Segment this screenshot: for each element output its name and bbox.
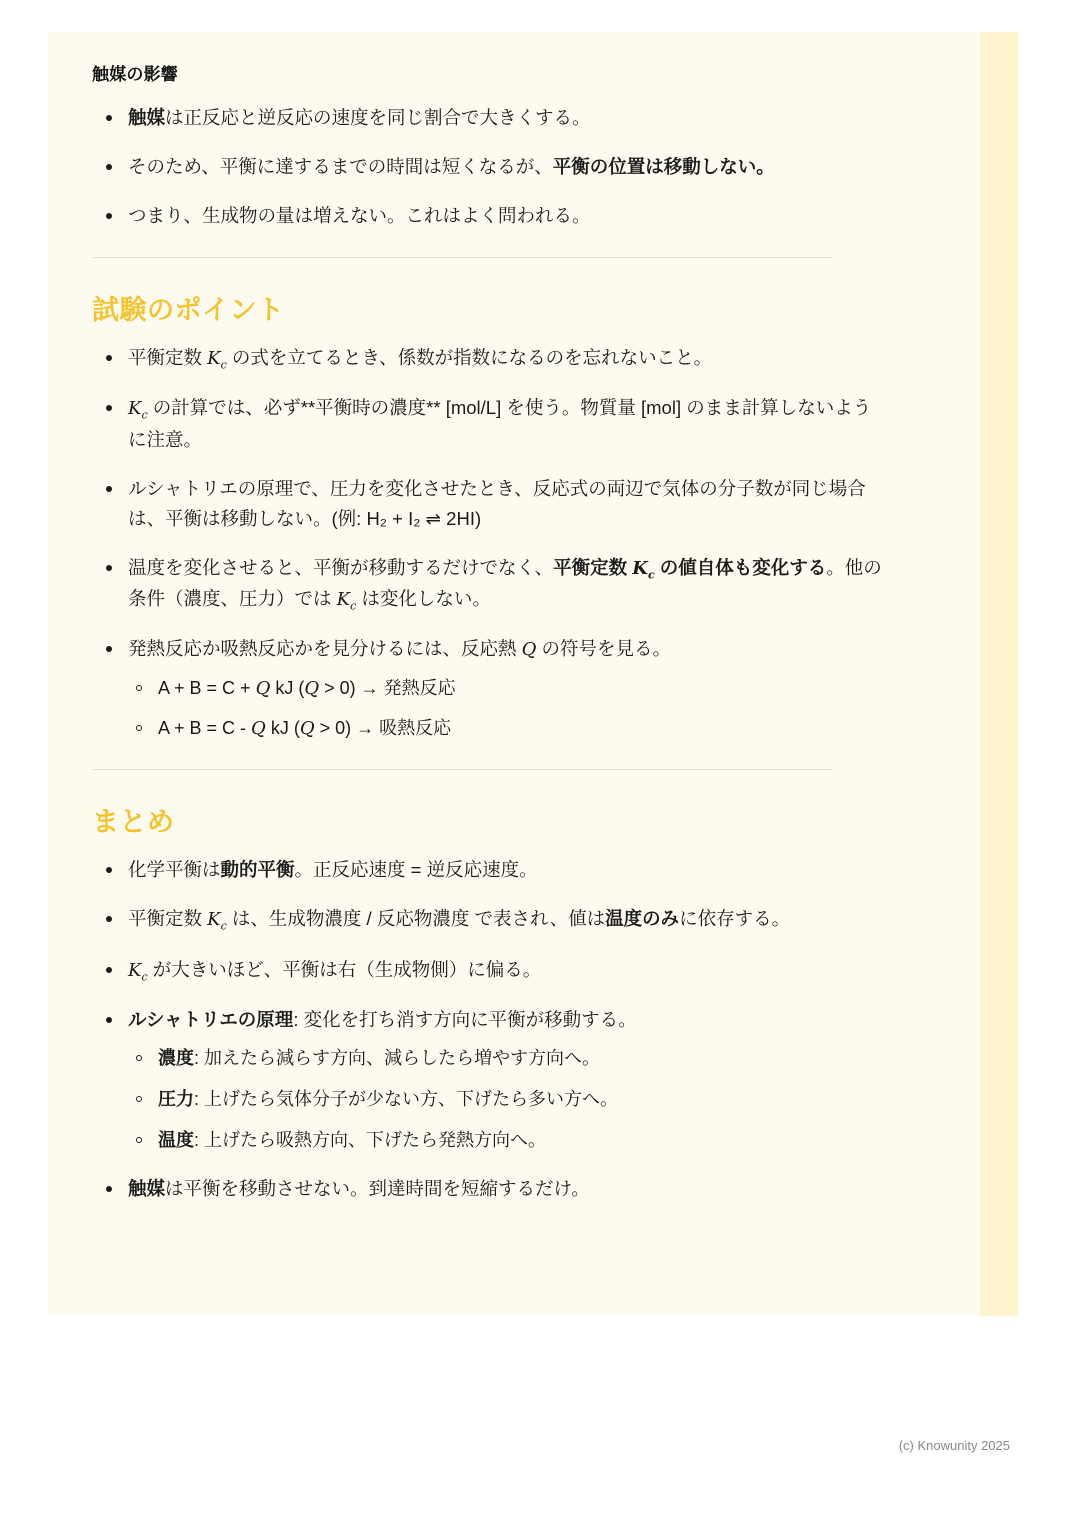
list-item [92,634,882,743]
math-variable: $K_c$ [632,557,655,582]
math-variable: Q [304,677,320,699]
list-item [92,955,882,986]
list-item [92,904,882,935]
text: 平衡定数 [128,346,208,368]
text: 。正反応速度 = 逆反応速度。 [294,859,538,881]
list-item [92,1174,882,1204]
text: の式を立てるとき、係数が指数になるのを忘れないこと。 [226,346,713,368]
text: > 0) → 吸熱反応 [314,718,452,739]
sub-list-item [128,1127,882,1155]
text: 発熱反応か吸熱反応かを見分けるには、反応熱 [128,638,522,660]
text: A + B = C - [158,718,252,739]
list-item [92,855,882,885]
text: : 上げたら気体分子が少ない方、下げたら多い方へ。 [194,1089,618,1110]
section-heading-summary: まとめ [92,807,175,838]
bold-text: 温度のみ [605,908,680,930]
list-item-text [128,107,591,128]
list-item [92,393,882,454]
section-heading-catalyst: 触媒の影響 [92,65,178,84]
list-item-text [128,556,882,613]
sub-list-item [128,715,882,743]
math-variable: $K_c$ [207,347,227,372]
text: の計算では、必ず**平衡時の濃度** [mol/L] を使う。物質量 [mol] のまま計算しないように注意。 [128,397,872,450]
bold-text: 平衡の位置は移動しない。 [552,155,775,177]
bullet-list-catalyst [92,103,882,231]
math-variable: Q [299,718,315,740]
text: が大きいほど、平衡は右（生成物側）に偏る。 [147,958,542,980]
list-item-text [128,958,542,984]
math-variable: $K_c$ [128,398,148,422]
page-accent-strip [980,32,1018,1316]
math-variable: $K_c$ [336,589,357,613]
list-item [92,152,882,182]
list-item [92,103,882,133]
bullet-list-exam [92,343,882,743]
bullet-list-summary [92,855,882,1203]
copyright-footer: (c) Knowunity 2025 [898,1438,1010,1453]
math-variable: Q [255,677,271,699]
list-item [92,1005,882,1155]
bold-text: 圧力 [158,1089,194,1110]
section-divider-1 [92,257,832,258]
text: ルシャトリエの原理で、圧力を変化させたとき、反応式の両辺で気体の分子数が同じ場合は、平衡は移動しない。(例: H₂ + I₂ ⇌ 2HI) [128,477,866,529]
text: は、生成物濃度 / 反応物濃度 で表され、値は [226,908,606,930]
list-item-text [128,205,591,226]
list-item-text [128,638,671,659]
text: は平衡を移動させない。到達時間を短縮するだけ。 [165,1177,590,1199]
list-item-text [128,346,713,372]
list-item [92,553,882,616]
bold-text: ルシャトリエの原理 [128,1009,294,1031]
text: A + B = C + [158,677,256,698]
text: kJ ( [270,677,305,698]
text: の符号を見る。 [536,638,672,660]
list-item [92,343,882,374]
list-item-text [128,397,871,449]
text: 。他の条件（濃度、圧力）では [128,556,882,610]
note-content [92,60,882,1223]
note-page [48,32,1018,1316]
math-variable: Q [521,639,537,661]
bold-text: 濃度 [158,1048,194,1069]
list-item [92,474,882,534]
sub-list [128,1045,882,1155]
sub-list-item [128,1086,882,1114]
list-item-text [128,478,866,529]
list-item-text [128,1009,637,1030]
bold-text: 触媒 [128,1177,166,1199]
math-variable: Q [251,718,266,740]
text: は変化しない。 [356,588,491,610]
text: に依存する。 [679,908,791,930]
math-variable: $K_c$ [207,909,227,933]
text: kJ ( [265,718,300,739]
list-item-text [128,859,538,880]
list-item-text [128,156,775,177]
section-heading-exam: 試験のポイント [92,294,285,325]
sub-list-item [128,675,882,703]
text: は正反応と逆反応の速度を同じ割合で大きくする。 [165,107,591,128]
list-item [92,201,882,231]
text: : 変化を打ち消す方向に平衡が移動する。 [293,1009,637,1031]
bold-text: 動的平衡 [220,859,295,881]
text: つまり、生成物の量は増えない。これはよく問われる。 [128,204,591,226]
bold-text: の値自体も変化する [654,556,827,578]
text: : 加えたら減らす方向、減らしたら増やす方向へ。 [194,1048,600,1069]
sub-list-item [128,1045,882,1073]
section-divider-2 [92,769,832,770]
list-item-text [128,1178,590,1199]
text: そのため、平衡に達するまでの時間は短くなるが、 [128,155,553,177]
math-variable: $K_c$ [128,959,148,984]
text: > 0) → 発熱反応 [319,677,456,698]
text: 温度を変化させると、平衡が移動するだけでなく、 [128,556,554,578]
bold-text: 温度 [158,1129,194,1150]
text: 化学平衡は [128,859,221,881]
bold-text: 触媒 [128,107,166,128]
sub-list [128,675,882,744]
bold-text: 平衡定数 [553,556,633,578]
list-item-text [128,908,791,933]
text: 平衡定数 [128,908,208,930]
text: : 上げたら吸熱方向、下げたら発熱方向へ。 [194,1129,546,1150]
